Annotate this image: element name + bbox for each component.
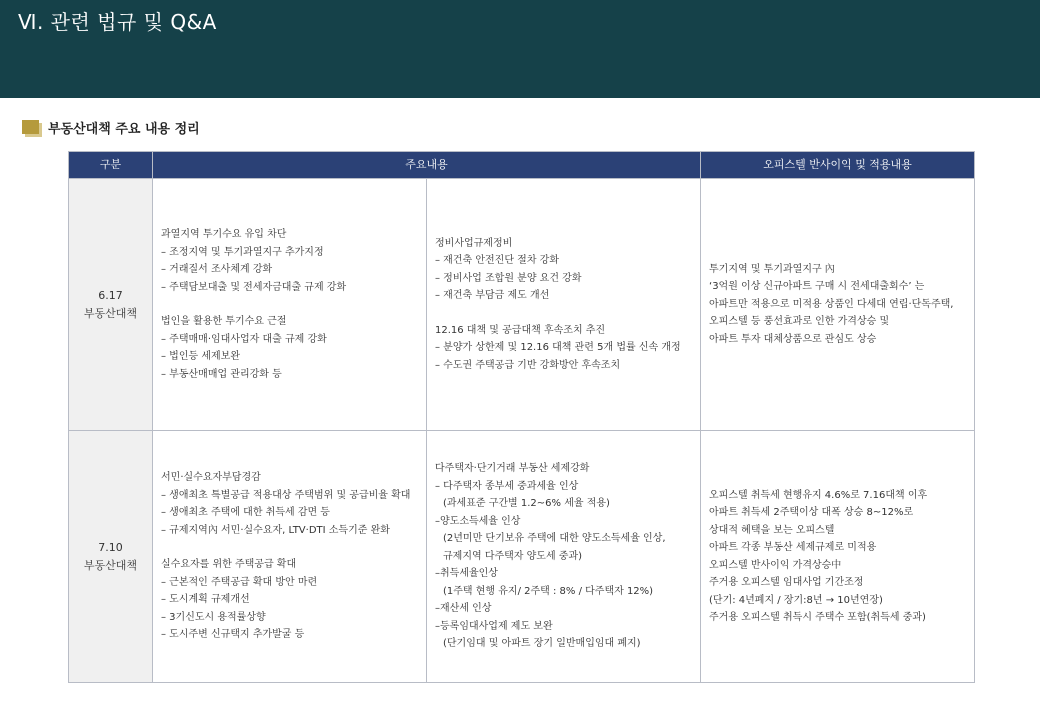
content-line: –재산세 인상 xyxy=(435,603,492,615)
section-title: 부동산대책 주요 내용 정리 xyxy=(48,121,200,137)
content-line: – 거래질서 조사체계 강화 xyxy=(161,264,273,275)
content-line: (과세표준 구간별 1.2~6% 세율 적용) xyxy=(443,498,610,510)
content-line: 오피스텔 등 풍선효과로 인한 가격상승 및 xyxy=(709,316,890,328)
content-line: 아파트만 적용으로 미적용 상품인 다세대 연립·단독주택, xyxy=(709,298,954,310)
header-main-content: 주요내용 xyxy=(153,152,701,179)
content-line: (단기임대 및 아파트 장기 일반매입임대 폐지) xyxy=(443,638,641,650)
content-line: 아파트 투자 대체상품으로 관심도 상승 xyxy=(709,333,877,345)
content-line: (2년미만 단기보유 주택에 대한 양도소득세율 인상, xyxy=(443,533,666,545)
content-line: – 3기신도시 용적률상향 xyxy=(161,611,266,623)
officetel-benefit-cell xyxy=(701,431,975,683)
main-content-left-cell xyxy=(153,431,427,683)
content-group xyxy=(161,226,418,296)
main-content-right-cell xyxy=(427,431,701,683)
main-content-left-cell xyxy=(153,179,427,431)
content-line: – 재건축 안전진단 절차 강화 xyxy=(435,255,559,267)
content-line: 12.16 대책 및 공급대책 후속조치 추진 xyxy=(435,324,606,336)
header-officetel-benefit: 오피스텔 반사이익 및 적용내용 xyxy=(701,152,975,179)
content-line: – 생애최초 특별공급 적용대상 주택범위 및 공급비율 확대 xyxy=(161,489,411,501)
content-line: – 수도권 주택공급 기반 강화방안 후속조치 xyxy=(435,359,621,371)
category-cell xyxy=(69,431,153,683)
policy-summary-table xyxy=(68,151,975,683)
square-bullet-icon xyxy=(22,120,39,134)
content-line: – 주택매매·임대사업자 대출 규제 강화 xyxy=(161,333,327,345)
page-title: Ⅵ. 관련 법규 및 Q&A xyxy=(18,10,217,34)
content-line: – 도시계획 규제개선 xyxy=(161,594,250,606)
content-line: 주거용 오피스텔 취득시 주택수 포함(취득세 중과) xyxy=(709,612,926,623)
category-date: 6.17 xyxy=(98,288,123,302)
content-line: – 분양가 상한제 및 12.16 대책 관련 5개 법률 신속 개정 xyxy=(435,342,681,354)
table-row xyxy=(69,431,975,683)
content-line: – 도시주변 신규택지 추가발굴 등 xyxy=(161,629,305,641)
content-line: 오피스텔 반사이익 가격상승中 xyxy=(709,559,842,571)
content-line: (단기: 4년폐지 / 장기:8년 → 10년연장) xyxy=(709,594,883,606)
content-line: –양도소득세율 인상 xyxy=(435,515,521,527)
content-line: – 근본적인 주택공급 확대 방안 마련 xyxy=(161,576,318,588)
section-heading xyxy=(22,117,200,137)
content-group xyxy=(161,313,418,383)
content-line: – 규제지역內 서민·실수요자, LTV·DTI 소득기준 완화 xyxy=(161,524,390,536)
content-group xyxy=(161,469,418,539)
content-line: –취득세율인상 xyxy=(435,568,498,580)
category-cell xyxy=(69,179,153,431)
content-group xyxy=(161,556,418,644)
content-line: 오피스텔 취득세 현행유지 4.6%로 7.16대책 이후 xyxy=(709,489,928,501)
officetel-benefit-cell xyxy=(701,179,975,431)
content-line: ‘3억원 이상 신규아파트 구매 시 전세대출회수’ 는 xyxy=(709,281,925,293)
content-line: 상대적 혜택을 보는 오피스텔 xyxy=(709,524,835,536)
header-band xyxy=(0,0,1040,98)
category-label: 부동산대책 xyxy=(83,306,138,320)
content-line: – 조정지역 및 투기과열지구 추가지정 xyxy=(161,246,324,258)
content-line: –등록임대사업제 제도 보완 xyxy=(435,620,553,632)
content-line: 실수요자를 위한 주택공급 확대 xyxy=(161,559,297,571)
content-line: – 부동산매매업 관리강화 등 xyxy=(161,368,282,380)
content-line: 법인을 활용한 투기수요 근절 xyxy=(161,316,287,327)
content-line: – 법인등 세제보완 xyxy=(161,351,240,362)
content-line: 규제지역 다주택자 양도세 중과) xyxy=(443,550,583,562)
content-group xyxy=(435,235,692,305)
content-line: – 주택담보대출 및 전세자금대출 규제 강화 xyxy=(161,281,347,293)
content-line: 서민·실수요자부담경감 xyxy=(161,472,261,484)
content-line: 과열지역 투기수요 유입 차단 xyxy=(161,229,287,240)
content-line: 정비사업규제정비 xyxy=(435,237,513,249)
content-line: – 재건축 부담금 제도 개선 xyxy=(435,290,550,302)
content-line: 아파트 각종 부동산 세제규제로 미적용 xyxy=(709,542,877,553)
header-category: 구분 xyxy=(69,152,153,179)
content-line: 다주택자·단기거래 부동산 세제강화 xyxy=(435,463,590,475)
content-line: – 정비사업 조합원 분양 요건 강화 xyxy=(435,272,582,284)
content-group xyxy=(435,322,692,375)
category-label: 부동산대책 xyxy=(83,558,138,572)
main-content-right-cell xyxy=(427,179,701,431)
content-line: – 생애최초 주택에 대한 취득세 감면 등 xyxy=(161,507,330,519)
table-row xyxy=(69,179,975,431)
content-line: – 다주택자 종부세 중과세율 인상 xyxy=(435,480,579,492)
category-date: 7.10 xyxy=(98,540,123,554)
content-line: (1주택 현행 유지/ 2주택 : 8% / 다주택자 12%) xyxy=(443,585,654,597)
content-line: 아파트 취득세 2주택이상 대폭 상승 8~12%로 xyxy=(709,507,914,518)
content-line: 주거용 오피스텔 임대사업 기간조정 xyxy=(709,577,864,588)
content-line: 투기지역 및 투기과열지구 內 xyxy=(709,263,835,275)
table-header-row xyxy=(69,152,975,179)
